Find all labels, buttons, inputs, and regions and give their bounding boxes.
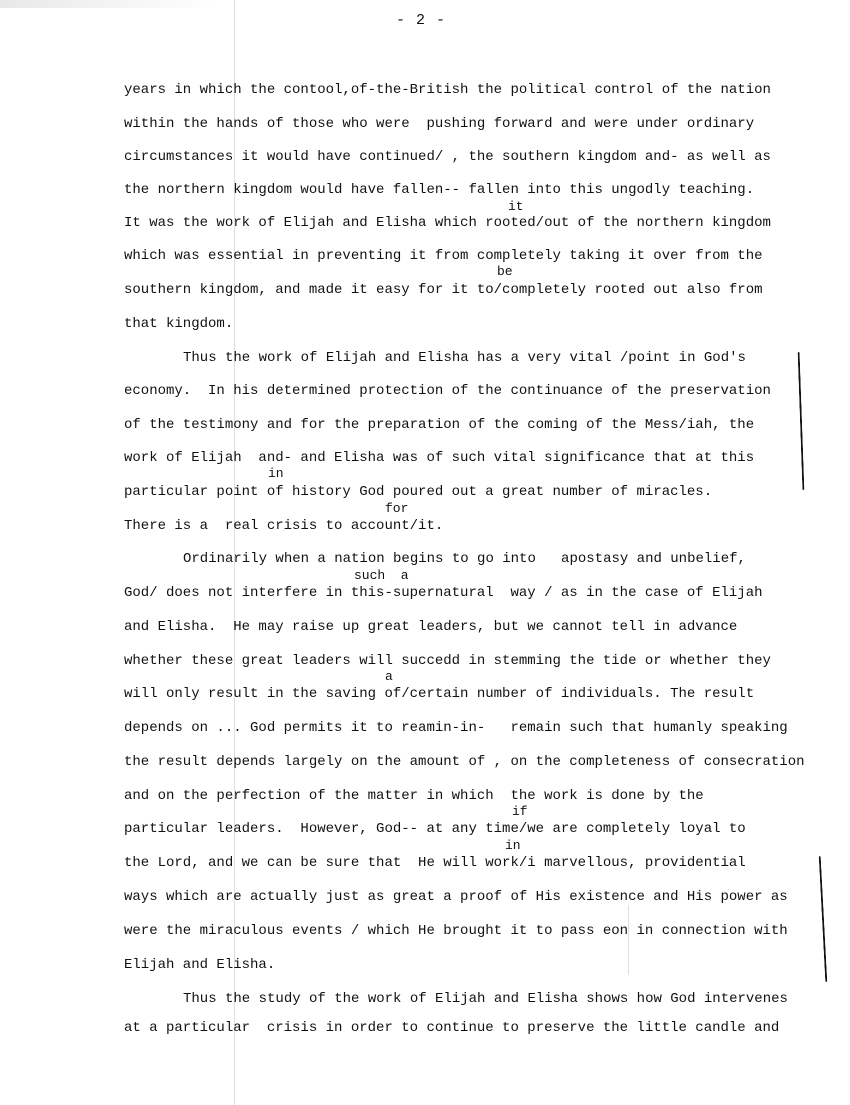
text-line: the result depends largely on the amount of , on the completeness of consecration bbox=[124, 754, 805, 770]
text-line: will only result in the saving of/certain number of individuals. The result bbox=[124, 686, 755, 702]
text-line: circumstances it would have continued/ , the southern kingdom and- as well as bbox=[124, 149, 771, 165]
text-line: and Elisha. He may raise up great leaders, but we cannot tell in advance bbox=[124, 619, 738, 635]
handwritten-insert: for bbox=[385, 501, 409, 516]
text-line: depends on ... God permits it to reamin-in- remain such that humanly speaking bbox=[124, 720, 788, 736]
text-line: ways which are actually just as great a proof of His existence and His power as bbox=[124, 889, 788, 905]
scan-smudge bbox=[0, 0, 220, 8]
text-line: southern kingdom, and made it easy for it to/completely rooted out also from bbox=[124, 282, 763, 298]
handwritten-insert: a bbox=[385, 669, 393, 684]
text-line: whether these great leaders will succedd in stemming the tide or whether they bbox=[124, 653, 771, 669]
text-line: Ordinarily when a nation begins to go into apostasy and unbelief, bbox=[183, 551, 746, 567]
text-line: and on the perfection of the matter in which the work is done by the bbox=[124, 788, 704, 804]
handwritten-insert: it bbox=[508, 199, 524, 214]
text-line: God/ does not interfere in this-supernatural way / as in the case of Elijah bbox=[124, 585, 763, 601]
scan-artifact-line bbox=[628, 905, 629, 975]
handwritten-insert: if bbox=[512, 804, 528, 819]
handwritten-insert: in bbox=[505, 838, 521, 853]
text-line: that kingdom. bbox=[124, 316, 234, 332]
text-line: work of Elijah and- and Elisha was of such vital significance that at this bbox=[124, 450, 755, 466]
text-line: particular point of history God poured out a great number of miracles. bbox=[124, 484, 713, 500]
text-line: which was essential in preventing it from completely taking it over from the bbox=[124, 248, 763, 264]
text-line: Elijah and Elisha. bbox=[124, 957, 276, 973]
text-line: at a particular crisis in order to continue to preserve the little candle and bbox=[124, 1020, 780, 1036]
text-line: There is a real crisis to account/it. bbox=[124, 518, 444, 534]
text-line: the Lord, and we can be sure that He will work/i marvellous, providential bbox=[124, 855, 746, 871]
text-line: of the testimony and for the preparation of the coming of the Mess/iah, the bbox=[124, 417, 755, 433]
handwritten-insert: such a bbox=[354, 568, 409, 583]
handwritten-insert: be bbox=[497, 264, 513, 279]
text-line: particular leaders. However, God-- at any time/we are completely loyal to bbox=[124, 821, 746, 837]
text-line: within the hands of those who were pushing forward and were under ordinary bbox=[124, 116, 755, 132]
handwritten-insert: in bbox=[268, 466, 284, 481]
text-line: the northern kingdom would have fallen-- fallen into this ungodly teaching. bbox=[124, 182, 755, 198]
text-line: It was the work of Elijah and Elisha which rooted/out of the northern kingdom bbox=[124, 215, 771, 231]
margin-bracket bbox=[819, 856, 828, 982]
text-line: economy. In his determined protection of the continuance of the preservation bbox=[124, 383, 771, 399]
text-line: Thus the work of Elijah and Elisha has a very vital /point in God's bbox=[183, 350, 746, 366]
text-line: years in which the contool,of-the-British the political control of the nation bbox=[124, 82, 771, 98]
text-line: were the miraculous events / which He brought it to pass eon in connection with bbox=[124, 923, 788, 939]
margin-bracket bbox=[798, 352, 805, 490]
text-line: Thus the study of the work of Elijah and Elisha shows how God intervenes bbox=[183, 991, 788, 1007]
page-number: - 2 - bbox=[396, 12, 447, 29]
